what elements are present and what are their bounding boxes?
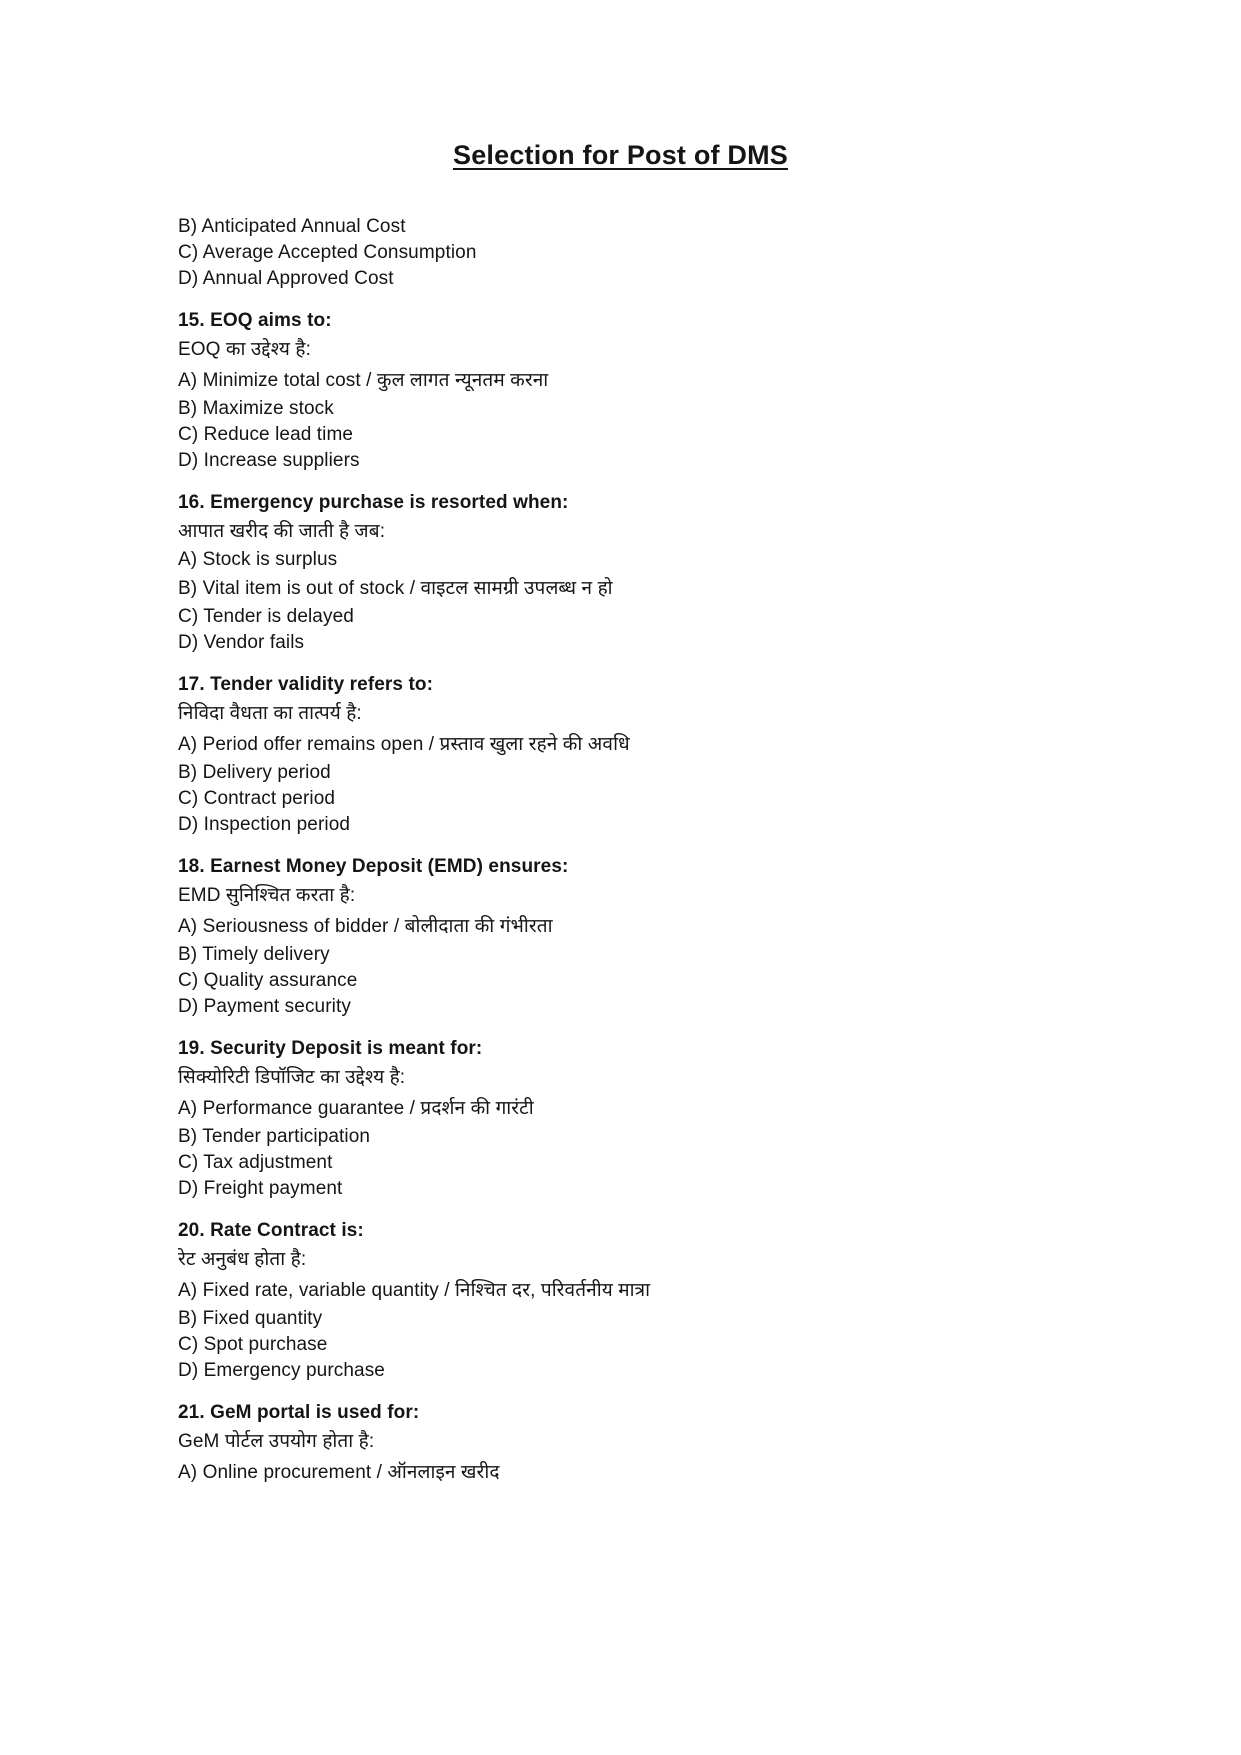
option-line: A) Stock is surplus [178,549,338,570]
option-line: B) Fixed quantity [178,1308,323,1329]
option-line: D) Payment security [178,996,351,1017]
question-header: 19. Security Deposit is meant for: [178,1038,483,1059]
question-block-20 [178,1218,1063,1384]
question-header: 16. Emergency purchase is resorted when: [178,492,569,513]
option-line: D) Freight payment [178,1178,343,1199]
option-line: A) Minimize total cost / कुल लागत न्यूनतम करना [178,370,549,391]
question-block-18 [178,854,1063,1020]
option-line: C) Average Accepted Consumption [178,242,477,263]
option-line: A) Fixed rate, variable quantity / निश्चित दर, परिवर्तनीय मात्रा [178,1280,651,1301]
question-header: 15. EOQ aims to: [178,310,332,331]
question-hindi: रेट अनुबंध होता है: [178,1249,307,1270]
question-block-16 [178,490,1063,656]
option-line: D) Vendor fails [178,632,305,653]
question-hindi: निविदा वैधता का तात्पर्य है: [178,703,362,724]
question-hindi: सिक्योरिटी डिपॉजिट का उद्देश्य है: [178,1067,406,1088]
option-line: B) Delivery period [178,762,331,783]
question-header: 18. Earnest Money Deposit (EMD) ensures: [178,856,569,877]
question-header: 17. Tender validity refers to: [178,674,434,695]
option-line: C) Spot purchase [178,1334,328,1355]
question-hindi: EOQ का उद्देश्य है: [178,339,311,360]
option-line: A) Online procurement / ऑनलाइन खरीद [178,1462,500,1483]
option-line: C) Tax adjustment [178,1152,333,1173]
question-block-17 [178,672,1063,838]
option-line: A) Performance guarantee / प्रदर्शन की गारंटी [178,1098,534,1119]
option-line: B) Anticipated Annual Cost [178,216,406,237]
question-hindi: EMD सुनिश्चित करता है: [178,885,356,906]
question-block-15 [178,308,1063,474]
continued-options-block [178,214,1063,292]
question-header: 21. GeM portal is used for: [178,1402,420,1423]
option-line: C) Quality assurance [178,970,358,991]
option-line: A) Seriousness of bidder / बोलीदाता की गंभीरता [178,916,553,937]
question-hindi: आपात खरीद की जाती है जब: [178,521,386,542]
question-list [178,214,1063,1488]
question-hindi: GeM पोर्टल उपयोग होता है: [178,1431,375,1452]
question-header: 20. Rate Contract is: [178,1220,364,1241]
option-line: D) Annual Approved Cost [178,268,394,289]
option-line: D) Inspection period [178,814,351,835]
option-line: C) Reduce lead time [178,424,354,445]
option-line: B) Maximize stock [178,398,334,419]
option-line: D) Increase suppliers [178,450,360,471]
question-block-21 [178,1400,1063,1488]
option-line: D) Emergency purchase [178,1360,385,1381]
option-line: B) Timely delivery [178,944,330,965]
question-block-19 [178,1036,1063,1202]
page-title: Selection for Post of DMS [452,140,789,170]
option-line: B) Vital item is out of stock / वाइटल सामग्री उपलब्ध न हो [178,578,613,599]
option-line: C) Contract period [178,788,336,809]
option-line: C) Tender is delayed [178,606,354,627]
option-line: A) Period offer remains open / प्रस्ताव खुला रहने की अवधि [178,734,630,755]
option-line: B) Tender participation [178,1126,371,1147]
